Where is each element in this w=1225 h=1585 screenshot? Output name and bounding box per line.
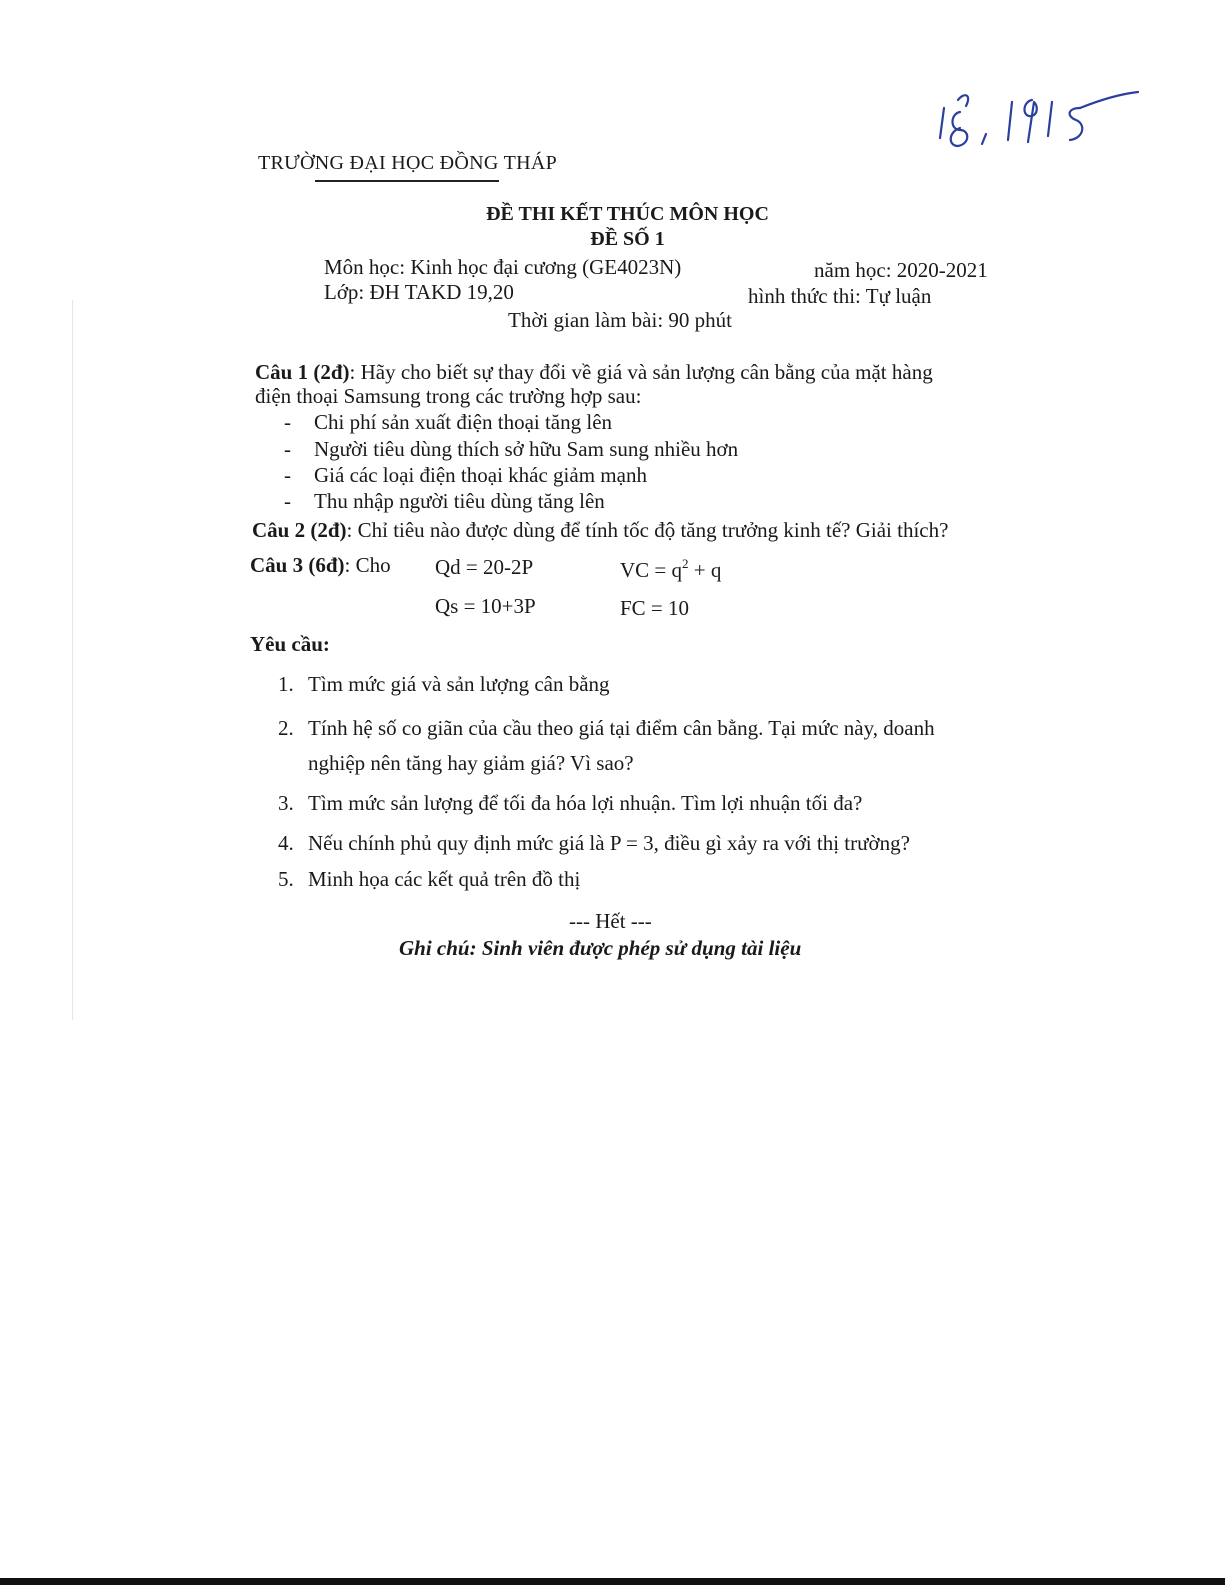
- requirement-item: [278, 672, 610, 697]
- question-2: [252, 518, 948, 543]
- requirement-number: 5.: [278, 867, 294, 891]
- question-1: [255, 360, 933, 385]
- requirement-text-cont: nghiệp nên tăng hay giảm giá? Vì sao?: [308, 751, 634, 775]
- school-name: TRƯỜNG ĐẠI HỌC ĐỒNG THÁP: [258, 152, 558, 174]
- subject-line: Môn học: Kinh học đại cương (GE4023N): [324, 255, 682, 279]
- requirement-item: [278, 716, 935, 741]
- requirement-text: Tìm mức sản lượng để tối đa hóa lợi nhuận. Tìm lợi nhuận tối đa?: [308, 791, 863, 815]
- requirements-heading: Yêu cầu:: [250, 632, 330, 656]
- exam-format: hình thức thi: Tự luận: [748, 284, 932, 308]
- school-underline: [315, 180, 499, 182]
- bullet-item: [284, 489, 605, 514]
- question-3-cho: : Cho: [344, 553, 391, 577]
- school-year: năm học: 2020-2021: [814, 258, 988, 282]
- bullet-dash: -: [284, 463, 291, 487]
- requirement-number: 1.: [278, 672, 294, 696]
- vc-exponent: 2: [682, 556, 689, 571]
- footer-note: Ghi chú: Sinh viên được phép sử dụng tài liệu: [399, 936, 802, 960]
- requirement-number: 4.: [278, 831, 294, 855]
- bullet-text: Người tiêu dùng thích sở hữu Sam sung nhiều hơn: [314, 437, 739, 461]
- question-1-label: Câu 1 (2đ): [255, 360, 350, 384]
- variable-cost-equation: [620, 558, 721, 583]
- fixed-cost-equation: FC = 10: [620, 596, 690, 620]
- question-3: [250, 553, 391, 578]
- question-1-text-cont: điện thoại Samsung trong các trường hợp sau:: [255, 384, 642, 408]
- requirement-item: [278, 831, 910, 856]
- demand-equation: Qd = 20-2P: [435, 555, 534, 579]
- requirement-number: 3.: [278, 791, 294, 815]
- question-2-label: Câu 2 (2đ): [252, 518, 347, 542]
- exam-duration: Thời gian làm bài: 90 phút: [508, 308, 732, 332]
- bullet-dash: -: [284, 489, 291, 513]
- bullet-item: [284, 463, 647, 488]
- question-1-text: : Hãy cho biết sự thay đổi về giá và sản lượng cân bằng của mặt hàng: [349, 360, 933, 384]
- handwritten-note-signature: [930, 80, 1150, 160]
- requirement-number: 2.: [278, 716, 294, 740]
- supply-equation: Qs = 10+3P: [435, 594, 536, 618]
- exam-number: ĐỀ SỐ 1: [590, 228, 665, 250]
- vc-rest: + q: [688, 558, 722, 582]
- requirement-item: [278, 867, 580, 892]
- requirement-text: Minh họa các kết quả trên đồ thị: [308, 867, 581, 891]
- bullet-text: Giá các loại điện thoại khác giảm mạnh: [314, 463, 647, 487]
- requirement-text: Tính hệ số co giãn của cầu theo giá tại điểm cân bằng. Tại mức này, doanh: [308, 716, 935, 740]
- bullet-text: Chi phí sản xuất điện thoại tăng lên: [314, 410, 613, 434]
- bullet-dash: -: [284, 437, 291, 461]
- requirement-text: Nếu chính phủ quy định mức giá là P = 3, điều gì xảy ra với thị trường?: [308, 831, 910, 855]
- bullet-text: Thu nhập người tiêu dùng tăng lên: [314, 489, 605, 513]
- question-2-text: : Chỉ tiêu nào được dùng để tính tốc độ tăng trưởng kinh tế? Giải thích?: [346, 518, 949, 542]
- end-marker: --- Hết ---: [569, 909, 652, 933]
- question-3-label: Câu 3 (6đ): [250, 553, 345, 577]
- bullet-dash: -: [284, 410, 291, 434]
- scan-edge: [72, 300, 73, 1020]
- scan-bottom-edge: [0, 1578, 1225, 1585]
- exam-title: ĐỀ THI KẾT THÚC MÔN HỌC: [486, 203, 769, 225]
- requirement-text: Tìm mức giá và sản lượng cân bằng: [308, 672, 610, 696]
- vc-base: VC = q: [620, 558, 683, 582]
- class-line: Lớp: ĐH TAKD 19,20: [324, 280, 514, 304]
- requirement-item: [278, 791, 862, 816]
- bullet-item: [284, 437, 738, 462]
- bullet-item: [284, 410, 612, 435]
